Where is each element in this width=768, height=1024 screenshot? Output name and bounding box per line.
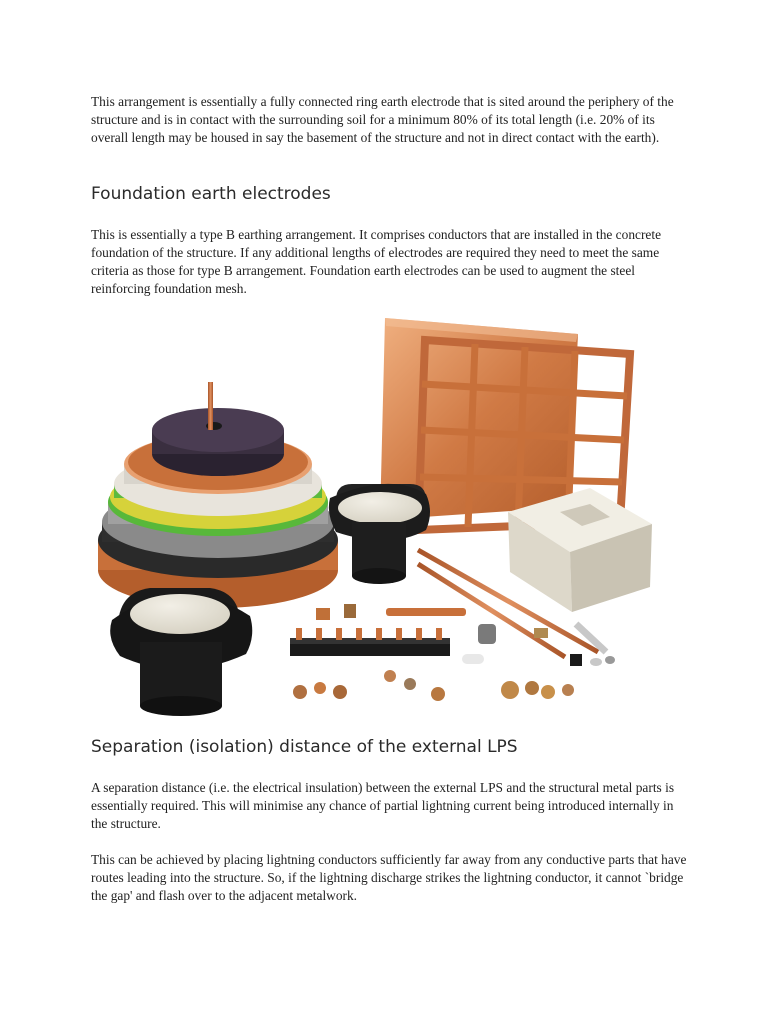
earthing-tape-coils — [98, 382, 338, 608]
separation-paragraph-2: This can be achieved by placing lightning conductors sufficiently far away from any conductive parts that have routes leading into the structure. So, if the lightning discharge strikes the lightning conductor, it cannot `bridge the gap' and flash over to the adjacent metalwork. — [91, 852, 687, 903]
earthing-products-image — [90, 312, 670, 717]
separation-distance-heading: Separation (isolation) distance of the external LPS — [91, 737, 518, 757]
earth-clamps — [293, 670, 574, 701]
foundation-paragraph: This is essentially a type B earthing arrangement. It comprises conductors that are installed in the concrete foundation of the structure. If any additional lengths of electrodes are required they need to meet the same criteria as those for type B arrangement. Foundation earth electrodes can be used to augment the steel reinforcing foundation mesh. — [91, 227, 662, 296]
intro-paragraph: This arrangement is essentially a fully connected ring earth electrode that is sited around the periphery of the structure and is in contact with the surrounding soil for a minimum 80% of its total length (i.e. 20% of its overall length may be housed in say the basement of the structure and not in direct contact with the earth). — [91, 94, 674, 145]
inspection-chamber-front — [110, 588, 252, 716]
separation-paragraph-1: A separation distance (i.e. the electrical insulation) between the external LPS and the structural metal parts is essentially required. This will minimise any chance of partial lightning current being introduced internally in the structure. — [91, 780, 675, 831]
foundation-electrodes-heading: Foundation earth electrodes — [91, 184, 331, 204]
copper-bond-strap — [386, 608, 466, 616]
earth-bus-bar — [290, 628, 450, 656]
concrete-inspection-pit — [508, 488, 652, 612]
inspection-chamber-back — [329, 484, 430, 584]
